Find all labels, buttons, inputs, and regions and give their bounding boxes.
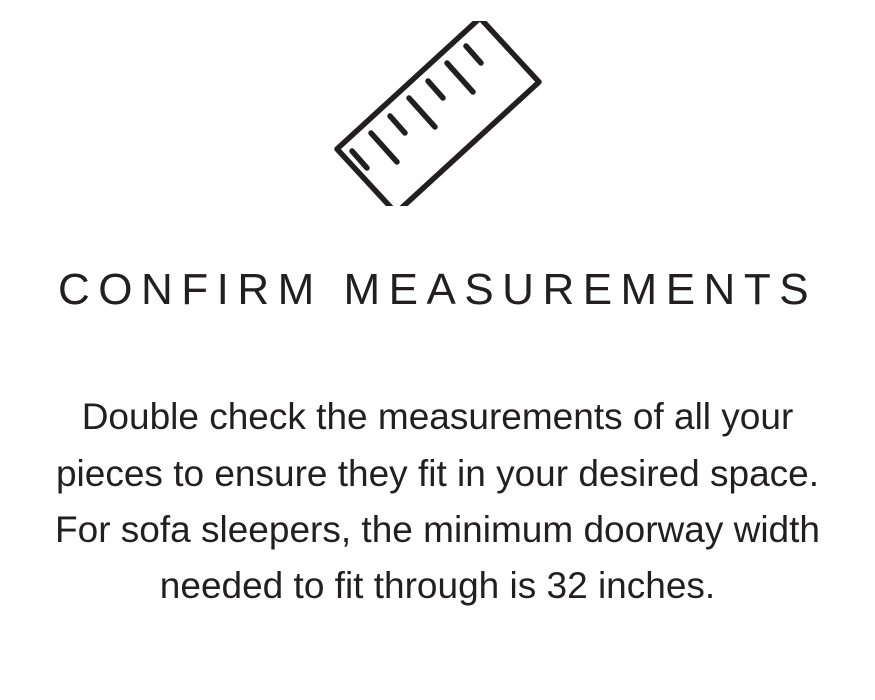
ruler-icon xyxy=(318,18,558,208)
description-text: Double check the measurements of all your pieces to ensure they fit in your desired space. For sofa sleepers, the minimum doorway width needed to fit through is 32 inches. xyxy=(55,396,820,607)
page-title: CONFIRM MEASUREMENTS xyxy=(57,265,818,314)
